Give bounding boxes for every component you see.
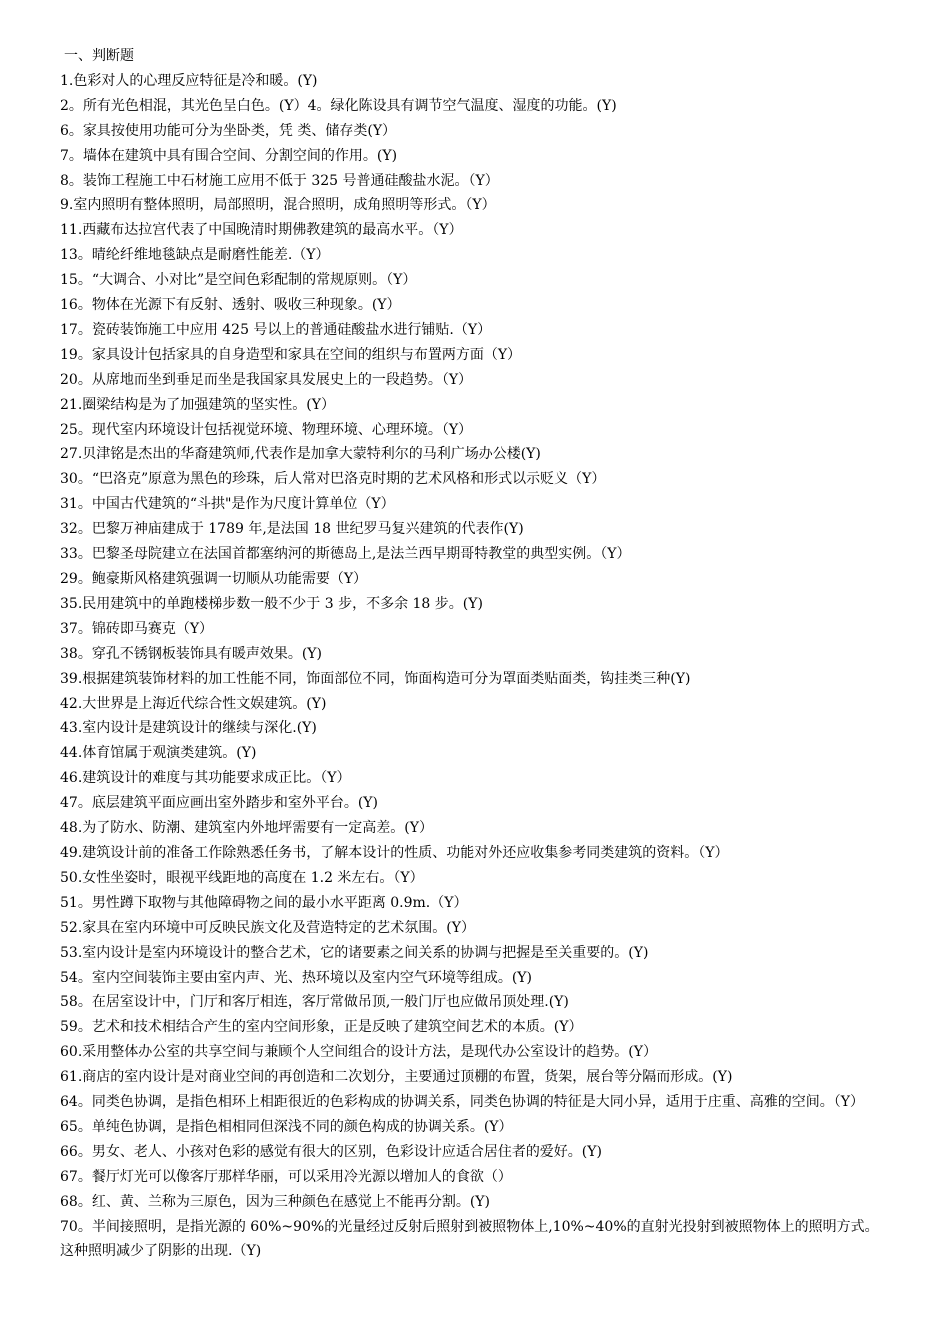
document-page	[60, 44, 890, 1264]
question-item: 17。瓷砖装饰施工中应用 425 号以上的普通硅酸盐水进行铺贴.（Y）	[60, 321, 492, 338]
question-item: 68。红、黄、兰称为三原色，因为三种颜色在感觉上不能再分割。(Y)	[60, 1193, 490, 1210]
question-item: 30。“巴洛克”原意为黑色的珍珠，后人常对巴洛克时期的艺术风格和形式以示贬义（Y）	[60, 471, 606, 488]
question-item: 19。家具设计包括家具的自身造型和家具在空间的组织与布置两方面（Y）	[60, 346, 522, 363]
question-item: 53.室内设计是室内环境设计的整合艺术，它的诸要素之间关系的协调与把握是至关重要的。(Y)	[60, 944, 649, 961]
question-item: 32。巴黎万神庙建成于 1789 年,是法国 18 世纪罗马复兴建筑的代表作(Y)	[60, 521, 524, 538]
question-item: 8。装饰工程施工中石材施工应用不低于 325 号普通硅酸盐水泥。（Y）	[60, 172, 499, 189]
question-item: 58。在居室设计中，门厅和客厅相连，客厅常做吊顶,一般门厅也应做吊顶处理.(Y)	[60, 994, 569, 1011]
question-item: 38。穿孔不锈钢板装饰具有暖声效果。(Y)	[60, 645, 322, 662]
question-item: 15。“大调合、小对比”是空间色彩配制的常规原则。（Y）	[60, 272, 417, 289]
question-item: 61.商店的室内设计是对商业空间的再创造和二次划分，主要通过顶棚的布置，货架，展台等分隔而形成。(Y)	[60, 1069, 733, 1086]
section-title: 一、判断题	[64, 48, 134, 64]
question-item: 11.西藏布达拉宫代表了中国晚清时期佛教建筑的最高水平。（Y）	[60, 222, 463, 239]
question-item: 1.色彩对人的心理反应特征是冷和暖。(Y)	[60, 72, 318, 89]
question-item: 65。单纯色协调，是指色相相同但深浅不同的颜色构成的协调关系。(Y）	[60, 1118, 513, 1135]
question-item: 16。物体在光源下有反射、透射、吸收三种现象。(Y）	[60, 297, 401, 314]
question-item: 31。中国古代建筑的“斗拱"是作为尺度计算单位（Y）	[60, 496, 395, 513]
question-item: 33。巴黎圣母院建立在法国首都塞纳河的斯德岛上,是法兰西早期哥特教堂的典型实例。（Y）	[60, 546, 631, 563]
question-item: 51。男性蹲下取物与其他障碍物之间的最小水平距离 0.9m.（Y）	[60, 894, 468, 911]
question-item: 44.体育馆属于观演类建筑。(Y)	[60, 745, 257, 762]
question-item: 6。家具按使用功能可分为坐卧类，凭 类、储存类(Y）	[60, 122, 397, 139]
question-item: 43.室内设计是建筑设计的继续与深化.(Y)	[60, 720, 317, 737]
question-item: 54。室内空间装饰主要由室内声、光、热环境以及室内空气环境等组成。(Y)	[60, 969, 532, 986]
question-item: 7。墙体在建筑中具有围合空间、分割空间的作用。(Y)	[60, 147, 398, 164]
question-item: 50.女性坐姿时，眼视平线距地的高度在 1.2 米左右。（Y）	[60, 869, 424, 886]
question-list	[60, 69, 890, 1265]
question-item: 60.采用整体办公室的共享空间与兼顾个人空间组合的设计方法，是现代办公室设计的趋势。(Y）	[60, 1044, 657, 1061]
question-item: 27.贝津铭是杰出的华裔建筑师,代表作是加拿大蒙特利尔的马利广场办公楼(Y)	[60, 446, 541, 463]
question-item: 2。所有光色相混，其光色呈白色。(Y）4。绿化陈设具有调节空气温度、湿度的功能。(Y)	[60, 97, 617, 114]
question-item: 59。艺术和技术相结合产生的室内空间形象，正是反映了建筑空间艺术的本质。(Y）	[60, 1019, 583, 1036]
question-item: 29。鲍豪斯风格建筑强调一切顺从功能需要（Y）	[60, 571, 368, 588]
question-item: 52.家具在室内环境中可反映民族文化及营造特定的艺术氛围。(Y）	[60, 919, 475, 936]
question-item: 67。餐厅灯光可以像客厅那样华丽，可以采用冷光源以增加人的食欲（）	[60, 1168, 512, 1185]
question-item: 49.建筑设计前的准备工作除熟悉任务书，了解本设计的性质、功能对外还应收集参考同类建筑的资料。（Y）	[60, 844, 729, 861]
question-item: 35.民用建筑中的单跑楼梯步数一般不少于 3 步，不多余 18 步。(Y)	[60, 595, 483, 612]
question-item: 39.根据建筑装饰材料的加工性能不同，饰面部位不同，饰面构造可分为罩面类贴面类，钩挂类三种(Y)	[60, 670, 691, 687]
question-item: 42.大世界是上海近代综合性文娱建筑。(Y)	[60, 695, 327, 712]
question-item: 25。现代室内环境设计包括视觉环境、物理环境、心理环境。（Y）	[60, 421, 473, 438]
question-item: 46.建筑设计的难度与其功能要求成正比。（Y）	[60, 770, 351, 787]
question-item: 64。同类色协调，是指色相环上相距很近的色彩构成的协调关系，同类色协调的特征是大同小异，适用于庄重、高雅的空间。（Y）	[60, 1094, 865, 1111]
question-item: 21.圈梁结构是为了加强建筑的坚实性。(Y）	[60, 396, 335, 413]
question-item: 66。男女、老人、小孩对色彩的感觉有很大的区别，色彩设计应适合居住者的爱好。(Y)	[60, 1143, 602, 1160]
question-item: 9.室内照明有整体照明，局部照明，混合照明，成角照明等形式。（Y）	[60, 197, 496, 214]
question-item: 70。半间接照明，是指光源的 60%~90%的光量经过反射后照射到被照物体上,10%~40%的直射光投射到被照物体上的照明方式。这种照明减少了阴影的出现.（Y)	[60, 1218, 879, 1260]
question-item: 20。从席地而坐到垂足而坐是我国家具发展史上的一段趋势。（Y）	[60, 371, 473, 388]
question-item: 47。底层建筑平面应画出室外踏步和室外平台。(Y)	[60, 795, 378, 812]
question-item: 13。晴纶纤维地毯缺点是耐磨性能差.（Y）	[60, 247, 330, 264]
question-item: 37。锦砖即马赛克（Y）	[60, 620, 214, 637]
question-item: 48.为了防水、防潮、建筑室内外地坪需要有一定高差。(Y）	[60, 820, 433, 837]
